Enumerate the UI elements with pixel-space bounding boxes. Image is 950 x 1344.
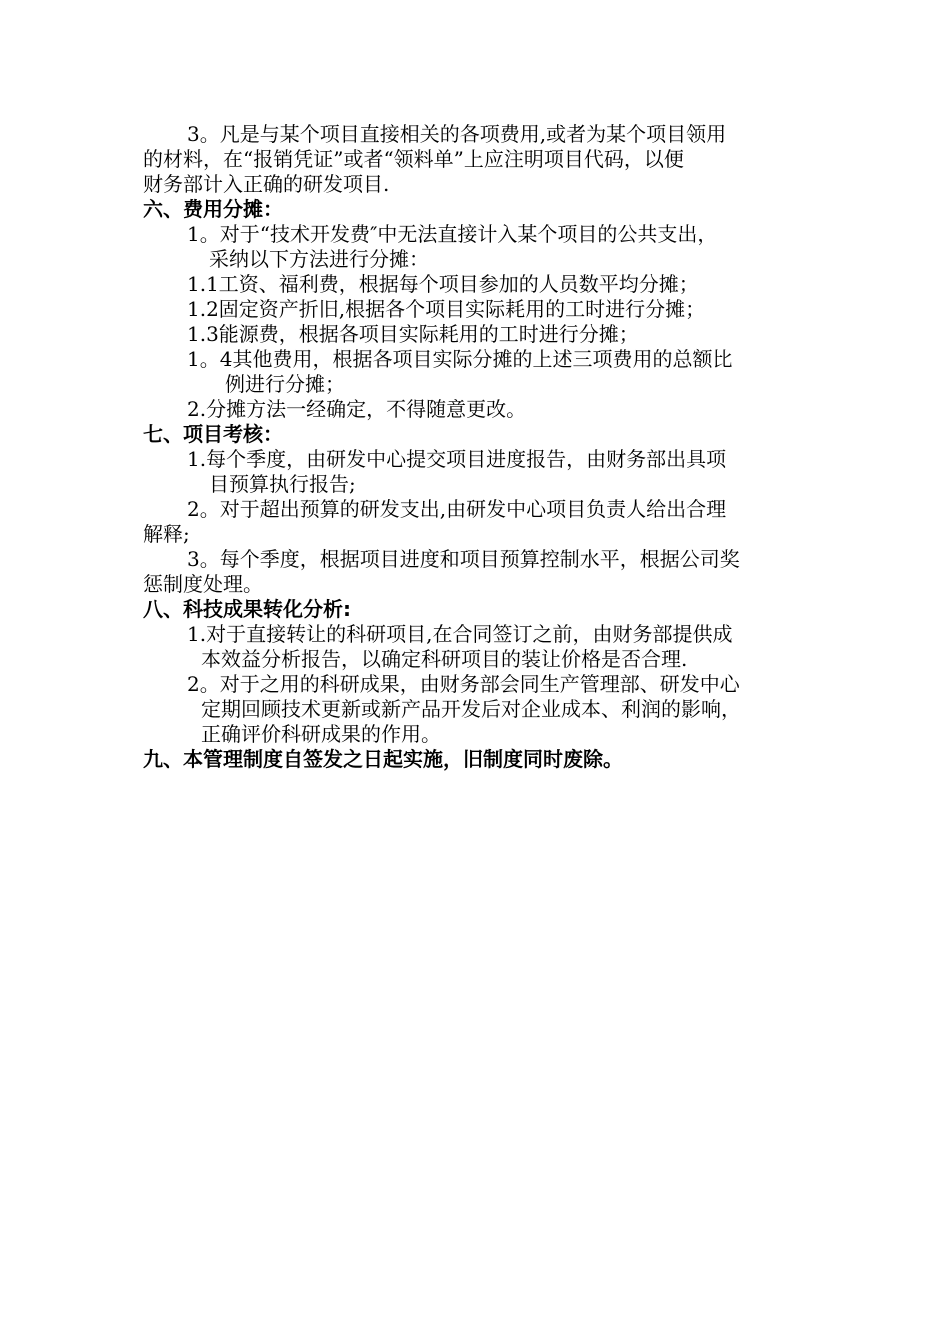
text-line: 解释; — [143, 522, 190, 546]
text-line: 财务部计入正确的研发项目. — [143, 172, 390, 196]
text-line: 3。每个季度，根据项目进度和项目预算控制水平，根据公司奖 — [187, 547, 740, 571]
section-9-heading: 九、本管理制度自签发之日起实施，旧制度同时废除。 — [143, 747, 623, 771]
text-line: 3。凡是与某个项目直接相关的各项费用,或者为某个项目领用 — [187, 122, 727, 146]
text-line: 1.2固定资产折旧,根据各个项目实际耗用的工时进行分摊； — [187, 297, 706, 321]
text-line: 的材料，在“报销凭证”或者“领料单”上应注明项目代码，以便 — [143, 147, 684, 171]
text-line: 定期回顾技术更新或新产品开发后对企业成本、利润的影响， — [201, 697, 741, 721]
text-line: 目预算执行报告; — [209, 472, 356, 496]
text-line: 2。对于之用的科研成果，由财务部会同生产管理部、研发中心 — [187, 672, 740, 696]
text-line: 采纳以下方法进行分摊： — [209, 247, 429, 271]
text-line: 正确评价科研成果的作用。 — [201, 722, 441, 746]
section-6-item-1-3 — [143, 322, 818, 347]
text-line: 1.对于直接转让的科研项目,在合同签订之前，由财务部提供成 — [187, 622, 733, 646]
text-line: 1.每个季度，由研发中心提交项目进度报告，由财务部出具项 — [187, 447, 727, 471]
section-7-item-2 — [143, 497, 818, 547]
section-8-item-1 — [143, 622, 818, 672]
section-6-item-2 — [143, 397, 818, 422]
paragraph-3 — [143, 122, 818, 197]
text-line: 1.1工资、福利费，根据每个项目参加的人员数平均分摊； — [187, 272, 699, 296]
text-line: 1。对于“技术开发费″中无法直接计入某个项目的公共支出， — [187, 222, 718, 246]
text-line: 2。对于超出预算的研发支出,由研发中心项目负责人给出合理 — [187, 497, 727, 521]
section-7-heading: 七、项目考核： — [143, 422, 283, 446]
text-line: 1.3能源费，根据各项目实际耗用的工时进行分摊； — [187, 322, 639, 346]
section-7-item-1 — [143, 447, 818, 497]
section-6-item-1-1 — [143, 272, 818, 297]
text-line: 惩制度处理。 — [143, 572, 263, 596]
text-line: 2.分摊方法一经确定，不得随意更改。 — [187, 397, 527, 421]
section-7-item-3 — [143, 547, 818, 597]
section-8-item-2 — [143, 672, 818, 747]
text-line: 1。4其他费用，根据各项目实际分摊的上述三项费用的总额比 — [187, 347, 733, 371]
section-6-heading: 六、费用分摊： — [143, 197, 283, 221]
text-line: 例进行分摊； — [225, 372, 345, 396]
section-6-item-1-4 — [143, 347, 818, 397]
section-6-item-1-2 — [143, 297, 818, 322]
text-line: 本效益分析报告，以确定科研项目的装让价格是否合理. — [201, 647, 688, 671]
section-8-heading: 八、科技成果转化分析: — [143, 597, 351, 621]
document-body — [143, 122, 818, 772]
section-6-item-1 — [143, 222, 818, 272]
